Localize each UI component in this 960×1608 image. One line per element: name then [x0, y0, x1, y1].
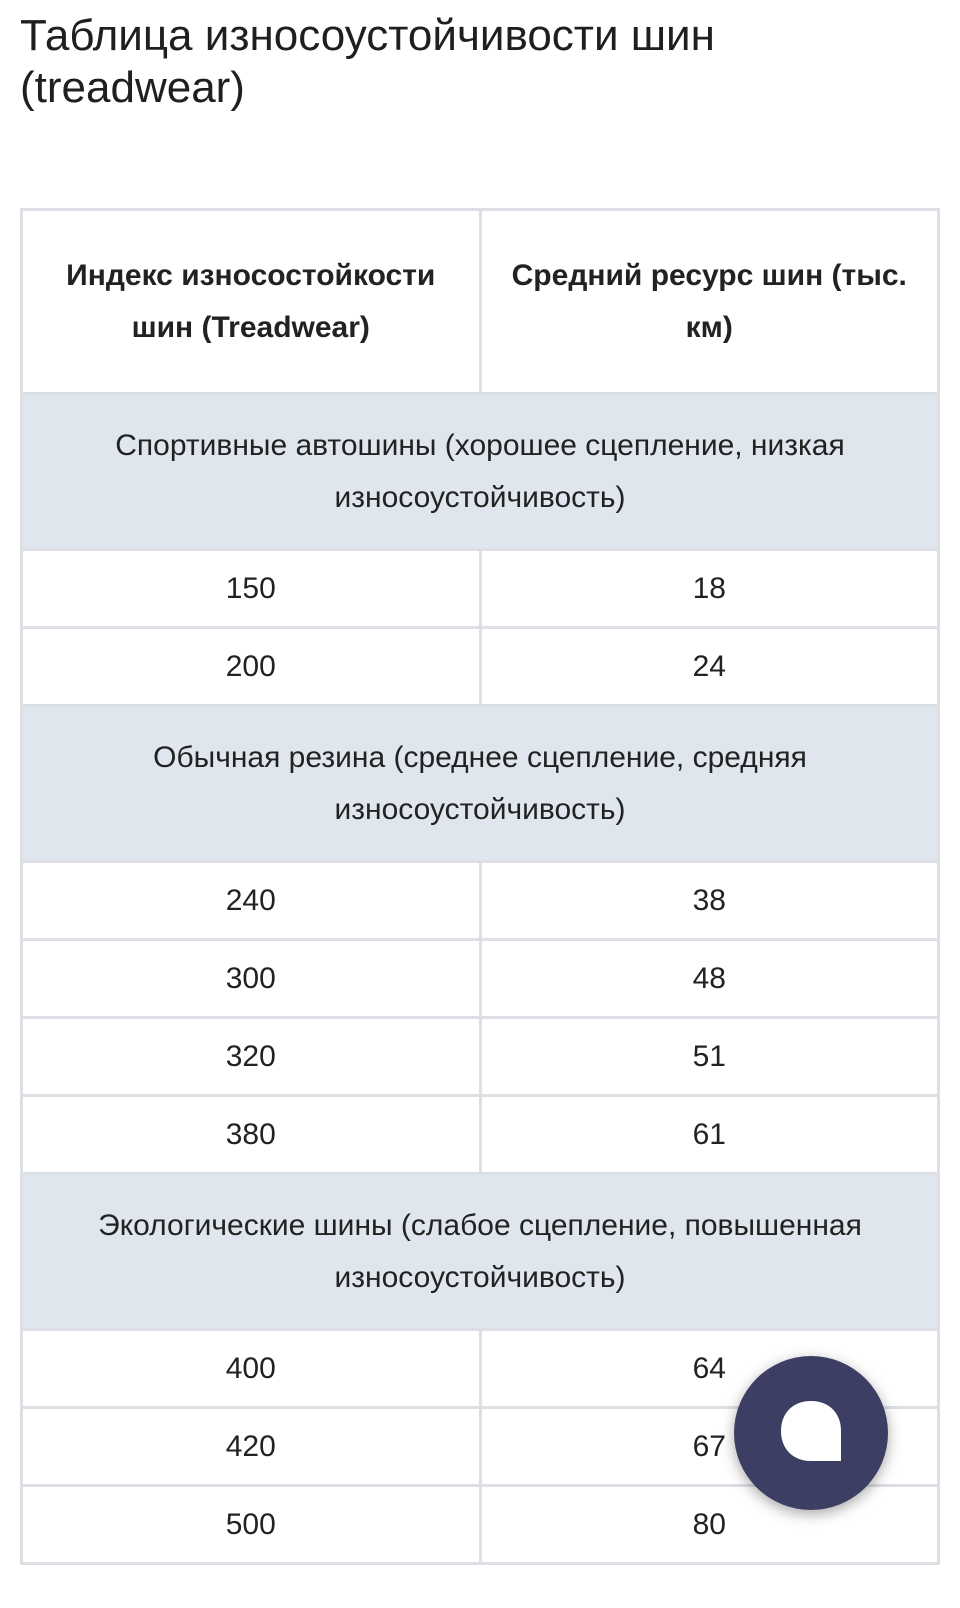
- group-label: Обычная резина (среднее сцепление, средняя износоустойчивость): [22, 706, 939, 862]
- table-header-row: [22, 210, 939, 394]
- mileage-cell: 61: [480, 1096, 939, 1174]
- treadwear-cell: 150: [22, 550, 481, 628]
- mileage-cell: 18: [480, 550, 939, 628]
- chat-button[interactable]: [734, 1356, 888, 1510]
- group-row-eco: [22, 1174, 939, 1330]
- mileage-cell: 64: [480, 1330, 939, 1408]
- treadwear-cell: 300: [22, 940, 481, 1018]
- treadwear-cell: 320: [22, 1018, 481, 1096]
- treadwear-cell: 500: [22, 1486, 481, 1564]
- mileage-cell: 38: [480, 862, 939, 940]
- treadwear-cell: 420: [22, 1408, 481, 1486]
- table-row: [22, 940, 939, 1018]
- header-treadwear-index: Индекс износостойкости шин (Treadwear): [22, 210, 481, 394]
- page-title: Таблица износоустойчивости шин (treadwear): [20, 11, 715, 112]
- table-row: [22, 628, 939, 706]
- group-row-sport: [22, 394, 939, 550]
- group-row-regular: [22, 706, 939, 862]
- treadwear-cell: 200: [22, 628, 481, 706]
- treadwear-cell: 240: [22, 862, 481, 940]
- table-row: [22, 1018, 939, 1096]
- group-label: Спортивные автошины (хорошее сцепление, низкая износоустойчивость): [22, 394, 939, 550]
- header-average-mileage: Средний ресурс шин (тыс. км): [480, 210, 939, 394]
- table-row: [22, 550, 939, 628]
- mileage-cell: 67: [480, 1408, 939, 1486]
- treadwear-cell: 380: [22, 1096, 481, 1174]
- mileage-cell: 51: [480, 1018, 939, 1096]
- table-row: [22, 862, 939, 940]
- treadwear-cell: 400: [22, 1330, 481, 1408]
- table-row: [22, 1096, 939, 1174]
- mileage-cell: 24: [480, 628, 939, 706]
- mileage-cell: 48: [480, 940, 939, 1018]
- mileage-cell: 80: [480, 1486, 939, 1564]
- group-label: Экологические шины (слабое сцепление, повышенная износоустойчивость): [22, 1174, 939, 1330]
- chat-bubble-icon: [775, 1397, 847, 1469]
